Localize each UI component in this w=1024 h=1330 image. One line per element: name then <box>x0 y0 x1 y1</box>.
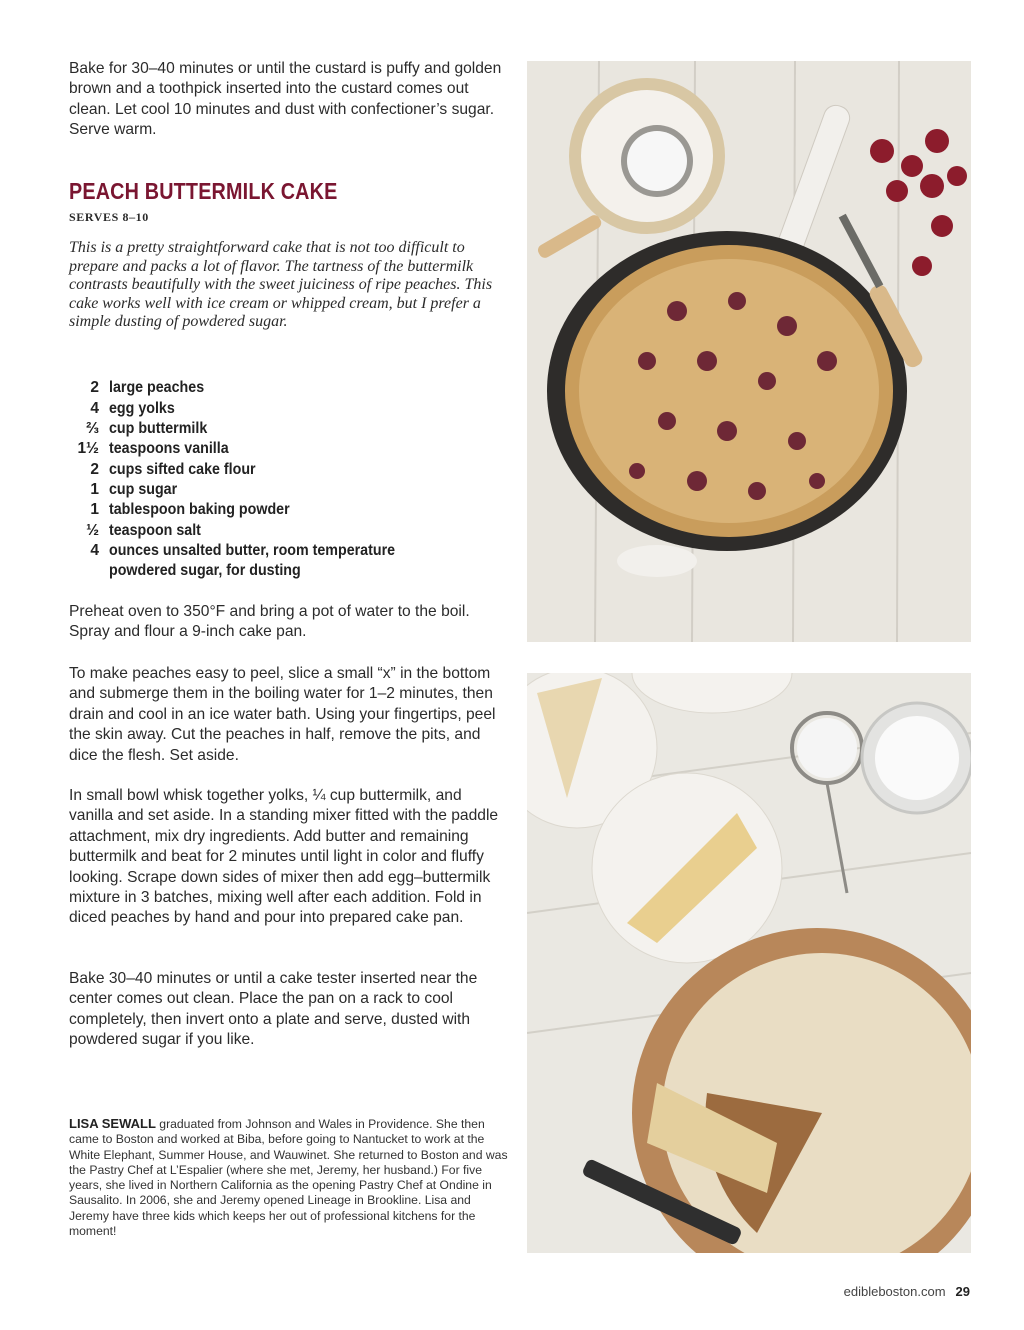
ingredient-list <box>69 378 509 581</box>
recipe-serves: SERVES 8–10 <box>69 210 149 224</box>
ingredient-item <box>69 541 509 561</box>
author-name: LISA SEWALL <box>69 1116 156 1131</box>
footer-site: edibleboston.com <box>843 1284 946 1299</box>
ingredient-name: ounces unsalted butter, room temperature <box>109 541 396 559</box>
ingredient-item <box>69 480 509 500</box>
ingredient-qty: 1 <box>90 501 99 519</box>
ingredient-qty: ½ <box>86 521 99 539</box>
method-step: In small bowl whisk together yolks, ¼ cup buttermilk, and vanilla and set aside. In a standing mixer fitted with the paddle attachment, mix dry ingredients. Add butter and remaining buttermilk and beat for 2 minutes until light in color and fluffy looking. Scrape down sides of mixer then add egg–buttermilk mixture in 3 batches, mixing well after each addition. Fold in diced peaches by hand and pour into prepared cake pan. <box>69 787 499 927</box>
ingredient-item <box>69 500 509 520</box>
page-number: 29 <box>955 1284 970 1299</box>
ingredient-item <box>69 378 509 398</box>
ingredient-qty: 2 <box>90 379 99 397</box>
method-step: Bake 30–40 minutes or until a cake tester inserted near the center comes out clean. Place the pan on a rack to cool completely, then invert onto a plate and serve, dusted with powdered sugar if you like. <box>69 970 478 1049</box>
ingredient-qty: 2 <box>90 460 99 478</box>
ingredient-name: teaspoon salt <box>109 521 201 539</box>
ingredient-qty: 4 <box>90 399 99 417</box>
ingredient-item <box>69 439 509 459</box>
ingredient-name: powdered sugar, for dusting <box>109 562 301 580</box>
ingredient-item <box>69 561 509 581</box>
page-footer <box>844 1284 970 1299</box>
ingredient-item <box>69 520 509 540</box>
recipe-headnote: This is a pretty straightforward cake that is not too difficult to prepare and packs a lot of flavor. The tartness of the buttermilk contrasts beautifully with the sweet juiciness of ripe peaches. This cake works well with ice cream or whipped cream, but I prefer a simple dusting of powdered sugar. <box>69 239 493 330</box>
ingredient-item <box>69 459 509 479</box>
skillet-cake-photo <box>527 61 971 642</box>
ingredient-qty: 1½ <box>77 440 99 458</box>
ingredient-name: teaspoons vanilla <box>109 440 229 458</box>
ingredient-item <box>69 398 509 418</box>
ingredient-qty: 4 <box>90 541 99 559</box>
ingredient-name: tablespoon baking powder <box>109 501 290 519</box>
ingredient-name: cup sugar <box>109 480 178 498</box>
method-step: Preheat oven to 350°F and bring a pot of water to the boil. Spray and flour a 9-inch cake pan. <box>69 603 470 641</box>
recipe-title: PEACH BUTTERMILK CAKE <box>69 178 338 204</box>
ingredient-qty: ⅔ <box>86 419 99 437</box>
ingredient-name: cup buttermilk <box>109 419 208 437</box>
author-bio <box>69 1116 509 1239</box>
method-step: To make peaches easy to peel, slice a small “x” in the bottom and submerge them in the boiling water for 1–2 minutes, then drain and cool in an ice water bath. Using your fingertips, peel the skin away. Cut the peaches in half, remove the pits, and dice the flesh. Set aside. <box>69 665 496 764</box>
ingredient-name: cups sifted cake flour <box>109 460 256 478</box>
ingredient-name: large peaches <box>109 379 205 397</box>
intro-paragraph: Bake for 30–40 minutes or until the custard is puffy and golden brown and a toothpick inserted into the custard comes out clean. Let cool 10 minutes and dust with confectioner’s sugar. Serve warm. <box>69 60 502 139</box>
ingredient-name: egg yolks <box>109 399 175 417</box>
ingredient-item <box>69 419 509 439</box>
sliced-cake-photo <box>527 673 971 1253</box>
ingredient-qty: 1 <box>90 480 99 498</box>
author-bio-text: graduated from Johnson and Wales in Providence. She then came to Boston and worked at Biba, before going to Nantucket to work at the White Elephant, Summer House, and Wauwinet. She returned to Boston and was the Pastry Chef at L’Espalier (where she met, Jeremy, her husband.) For five years, she lived in Northern California as the opening Pastry Chef at Ondine in Sausalito. In 2006, she and Jeremy opened Lineage in Brookline. Lisa and Jeremy have three kids which keeps her out of professional kitchens for the moment! <box>69 1117 508 1239</box>
